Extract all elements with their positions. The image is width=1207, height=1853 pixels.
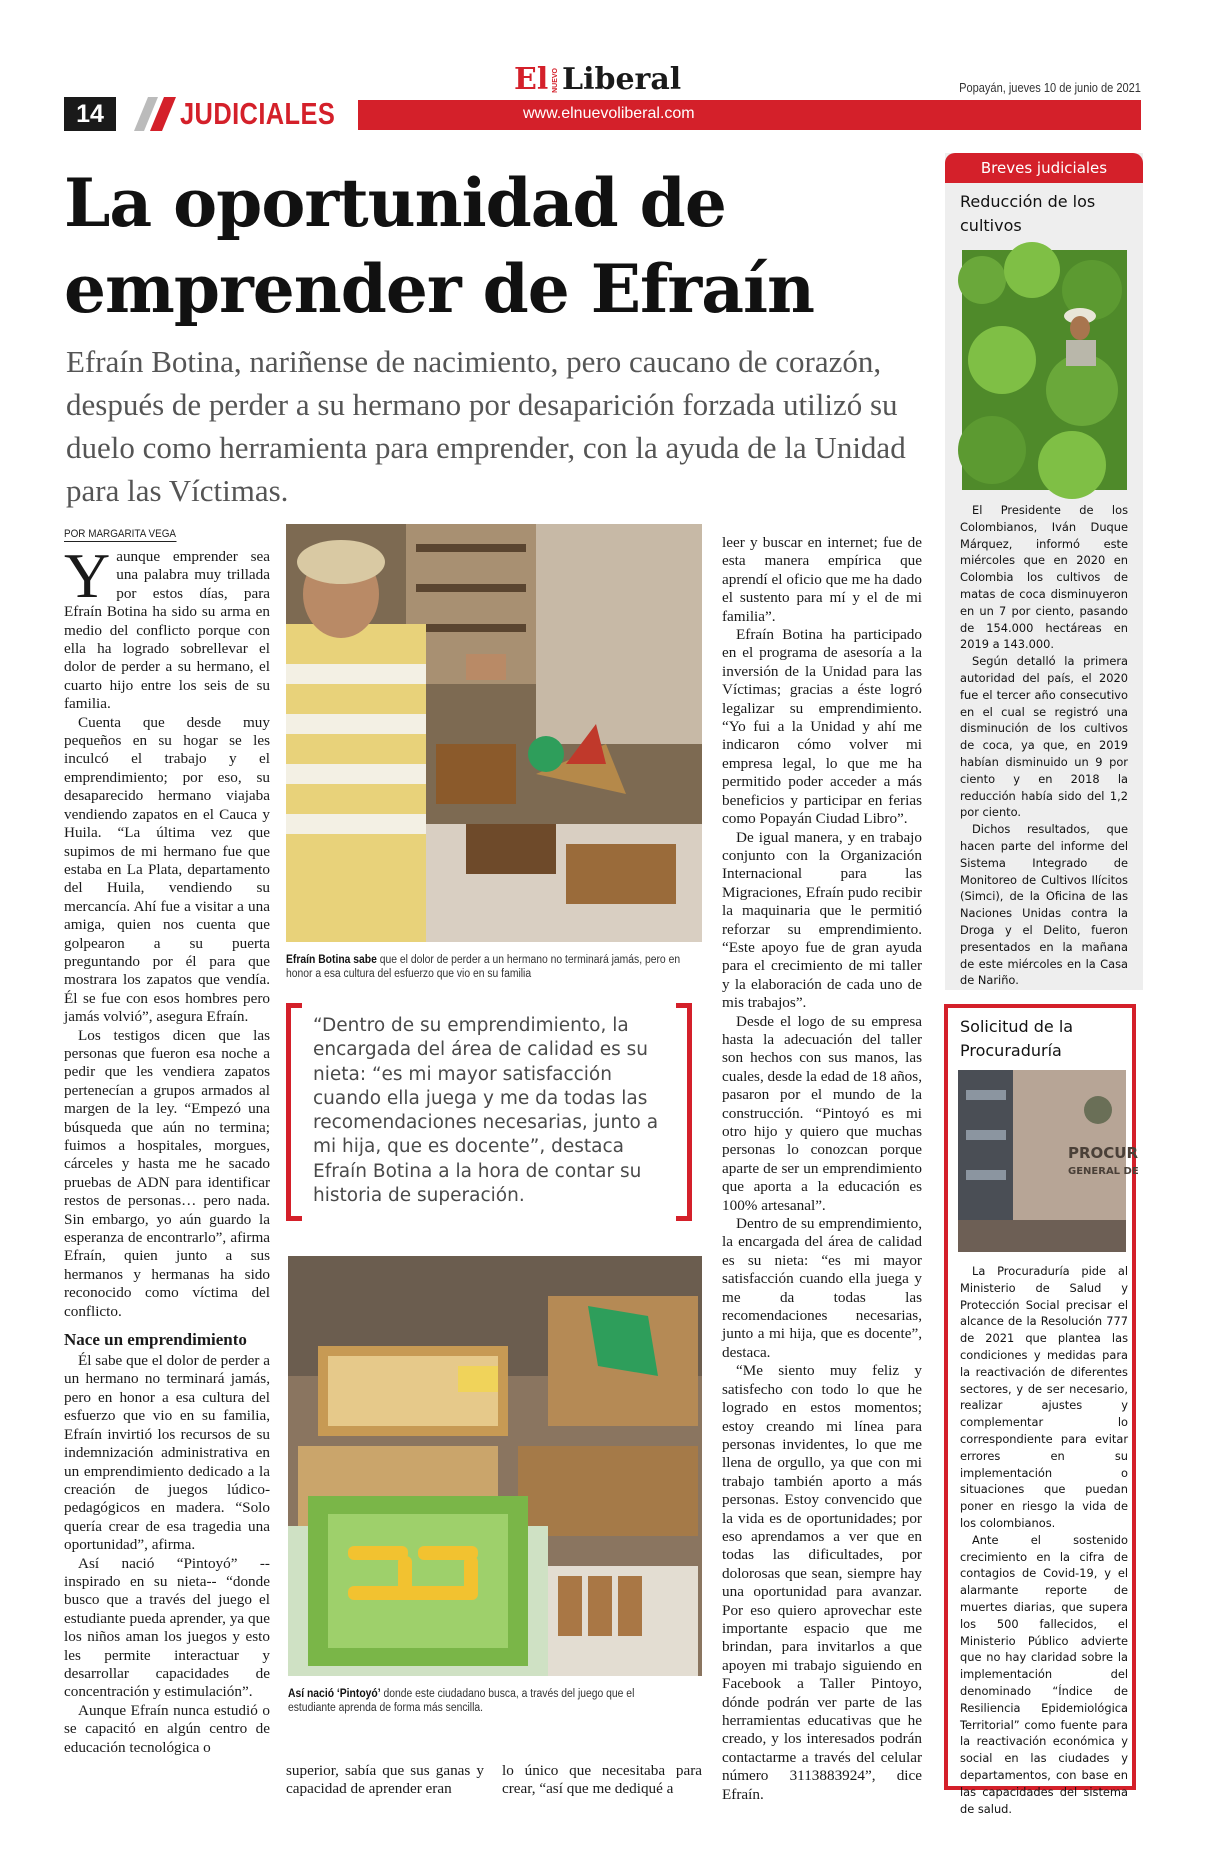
section-slash-icon [120, 97, 182, 131]
photo-pintoyo-games [288, 1256, 702, 1676]
paragraph: Efraín Botina ha participado en el programa de asesoría a la inversión de la Unidad para las Víctimas; gracias a éste logró legalizar su emprendimiento. “Yo fui a la Unidad y ahí me indicaron cómo volver mi empresa legal, lo que me ha permitido poder acceder a más beneficios y participar en ferias como Popayán Ciudad Libro”. [722, 626, 922, 828]
photo-procuraduria-building [958, 1070, 1139, 1252]
article-column-2-bottom [286, 1762, 484, 1799]
paragraph: Según detalló la primera autoridad del país, el 2020 fue el tercer año consecutivo en el cual se registró una disminución de los cultivos de coca, ya que, en 2019 habían disminuido un 9 por ciento y en 2018 la reducción había sido del 1,2 por ciento. [960, 654, 1128, 820]
photo-caption-1: Efraín Botina sabe que el dolor de perder a un hermano no terminará jamás, pero en honor a esa cultura del esfuerzo que vio en su familia [286, 954, 681, 980]
brief-body-2 [960, 1263, 1128, 1817]
photo-building-illustration [958, 1070, 1139, 1252]
sidebar-tab: Breves judiciales [945, 153, 1143, 183]
masthead-logo[interactable] [514, 62, 692, 98]
pull-quote: “Dentro de su emprendimiento, la encargada del área de calidad es su nieta: “es mi mayor satisfacción cuando ella juega y me da todas las recomendaciones necesarias, junto a mi hija, que es docente”, destaca Efraín Botina a la hora de contar su historia de superación. [313, 1015, 659, 1207]
dateline: Popayán, jueves 10 de junio de 2021 [959, 80, 1141, 95]
photo-efrain-botina [286, 524, 702, 942]
paragraph: La Procuraduría pide al Ministerio de Salud y Protección Social precisar el alcance de la Resolución 777 de 2021 que plantea las condiciones y medidas para la reactivación de diferentes sectores, y de ser necesario, realizar ajustes y complementar lo correspondiente para evitar errores en su implementación o situaciones que puedan poner en riesgo la vida de los colombianos. [960, 1264, 1128, 1530]
paragraph: “Me siento muy feliz y satisfecho con todo lo que he logrado en estos momentos; estoy creando mi línea para personas invidentes, lo que me llena de orgullo, ya que con mi trabajo también aporto a más personas. Estoy convencido que la vida es de oportunidades; por eso aprendamos a ver que en todas las dificultades, por dolorosas que sean, siempre hay una oportunidad para avanzar. Por eso quiero aprovechar este importante espacio que me brindan, para invitarlos a que apoyen mi trabajo siguiendo en Facebook a Taller Pintoyo, dónde podrán ver parte de las herramientas educativas que he creado, y los interesados podrán contactarme a través del celular número 3113883924”, dice Efraín. [722, 1362, 922, 1803]
brief-body-1 [960, 502, 1128, 989]
paragraph: Yaunque emprender sea una palabra muy trillada por estos días, para Efraín Botina ha sido su arma en medio del conflicto porque con ella ha logrado sobrellevar el dolor de perder a su hermano, el cuarto hijo entre los seis de su familia. [64, 540, 270, 713]
site-url[interactable]: www.elnuevoliberal.com [523, 105, 695, 122]
paragraph: Desde el logo de su empresa hasta la adecuación del taller son hechos con sus manos, las cuales, desde la edad de 18 años, pasaron por el mundo de la construcción. “Pintoyó es mi otro hijo y quiero que muchas personas lo conozcan porque aparte de ser un emprendimiento que aporta a la educación es 100% artesanal”. [722, 1012, 922, 1214]
logo-liberal: Liberal [562, 62, 682, 97]
article-column-1 [64, 540, 270, 1757]
paragraph: Dentro de su emprendimiento, la encargada del área de calidad es su nieta: “es mi mayor satisfacción cuando ella juega y me da todas las recomendaciones necesarias, junto a mi hija, que es docente”, destaca. [722, 1215, 922, 1361]
quote-bracket-right [676, 1003, 692, 1221]
section-title: JUDICIALES [180, 96, 336, 131]
building-sign-line2: GENERAL DE [1068, 1166, 1139, 1177]
paragraph: Aunque Efraín nunca estudió o se capacitó en algún centro de educación tecnológica o [64, 1701, 270, 1756]
logo-el: El [514, 62, 549, 97]
photo-games-illustration [288, 1256, 702, 1676]
brief-title-2: Solicitud de la Procuraduría [960, 1017, 1074, 1060]
paragraph: Así nació “Pintoyó” --inspirado en su nieta-- “donde busco que a través del juego el estudiante pueda aprender, ya que los niños aman los juegos y esto les permite interactuar y desarrollar capacidades de concentración y estimulación”. [64, 1554, 270, 1701]
paragraph: De igual manera, y en trabajo conjunto con la Organización Internacional para las Migraciones, Efraín pudo recibir la maquinaria que le permitió reforzar su emprendimiento. “Este apoyo fue de gran ayuda para el crecimiento de mi taller y la elaboración de cada uno de mis trabajos”. [722, 828, 922, 1012]
article-column-4 [722, 534, 922, 1804]
drop-cap: Y [64, 540, 111, 611]
article-column-3-bottom [502, 1762, 702, 1799]
paragraph: lo único que necesitaba para crear, “así que me dediqué a [502, 1762, 702, 1798]
subheading: Nace un emprendimiento [64, 1330, 247, 1350]
brief-title-1: Reducción de los cultivos [960, 192, 1096, 235]
article-deck: Efraín Botina, nariñense de nacimiento, pero caucano de corazón, después de perder a su hermano por desaparición forzada utilizó su duelo como herramienta para emprender, con la ayuda de la Unidad para las Víctimas. [66, 344, 906, 508]
paragraph: Ante el sostenido crecimiento en la cifra de contagios de Covid-19, y el alarmante reporte de muertes diarias, que supera los 500 fallecidos, el Ministerio Público advierte que no hay claridad sobre la implementación del denominado “Índice de Resiliencia Epidemiológica Territorial” como fuente para la reactivación económica y social en las ciudades y departamentos, con base en las capacidades del sistema de salud. [960, 1532, 1128, 1816]
logo-nuevo: NUEVO [552, 68, 559, 93]
page-number: 14 [64, 97, 116, 131]
header-red-bar [358, 100, 1141, 130]
paragraph: superior, sabía que sus ganas y capacidad de aprender eran [286, 1762, 484, 1798]
article-headline: La oportunidad de emprender de Efraín [64, 164, 815, 328]
photo-crops-illustration [962, 250, 1127, 490]
paragraph: El Presidente de los Colombianos, Iván Duque Márquez, informó este miércoles que en 2020 en Colombia los cultivos de matas de coca disminuyeron en un 7 por ciento, pasando de 154.000 hectáreas en 2019 a 143.000. [960, 503, 1128, 652]
paragraph: leer y buscar en internet; fue de esta manera empírica que aprendí el oficio que me ha dado el sustento para mí y el de mi familia”. [722, 534, 922, 625]
paragraph: Cuenta que desde muy pequeños en su hogar se les inculcó el trabajo y el emprendimiento; por eso, su desaparecido hermano viajaba vendiendo zapatos en el Cauca y Huila. “La última vez que supimos de mi hermano fue que estaba en La Plata, departamento del Huila, vendiendo su mercancía. Ahí fue a visitar a una amiga, quien nos cuenta que golpearon a su puerta preguntando por él para que mostrara los zapatos que vendía. Él se fue con esos hombres pero jamás volvió”, asegura Efraín. [64, 713, 270, 1026]
paragraph: Él sabe que el dolor de perder a un hermano no terminará jamás, pero en honor a esa cultura del esfuerzo que vio en su familia, Efraín invirtió los recursos de su indemnización administrativa en un emprendimiento dedicado a la creación de juegos lúdico-pedagógicos en madera. “Solo quería crear de esa tragedia una oportunidad”, afirma. [64, 1352, 270, 1554]
paragraph: Los testigos dicen que las personas que fueron esa noche a pedir que les vendiera zapatos pertenecían a grupos armados al margen de la ley. “Empezó una búsqueda que aún no termina; fuimos a hospitales, morgues, cárceles y hasta me he sacado pruebas de ADN para identificar restos de personas… pero nada. Sin embargo, yo aún guardo la esperanza de encontrarlo”, afirma Efraín, quien junto a sus hermanos y hermanas ha sido reconocido como víctima del conflicto. [64, 1026, 270, 1320]
building-sign-line1: PROCUR [1068, 1144, 1139, 1162]
quote-bracket-left [286, 1003, 302, 1221]
paragraph: Dichos resultados, que hacen parte del informe del Sistema Integrado de Monitoreo de Cultivos Ilícitos (Simci), de la Oficina de las Naciones Unidas contra la Droga y el Delito, fueron presentados en la mañana de este miércoles en la Casa de Nariño. [960, 822, 1128, 988]
photo-coca-crops [962, 250, 1127, 490]
photo-efrain-illustration [286, 524, 702, 942]
byline: POR MARGARITA VEGA [64, 528, 177, 540]
photo-caption-2: Así nació ‘Pintoyó’ donde este ciudadano busca, a través del juego que el estudiante aprenda de forma más sencilla. [288, 1688, 635, 1714]
